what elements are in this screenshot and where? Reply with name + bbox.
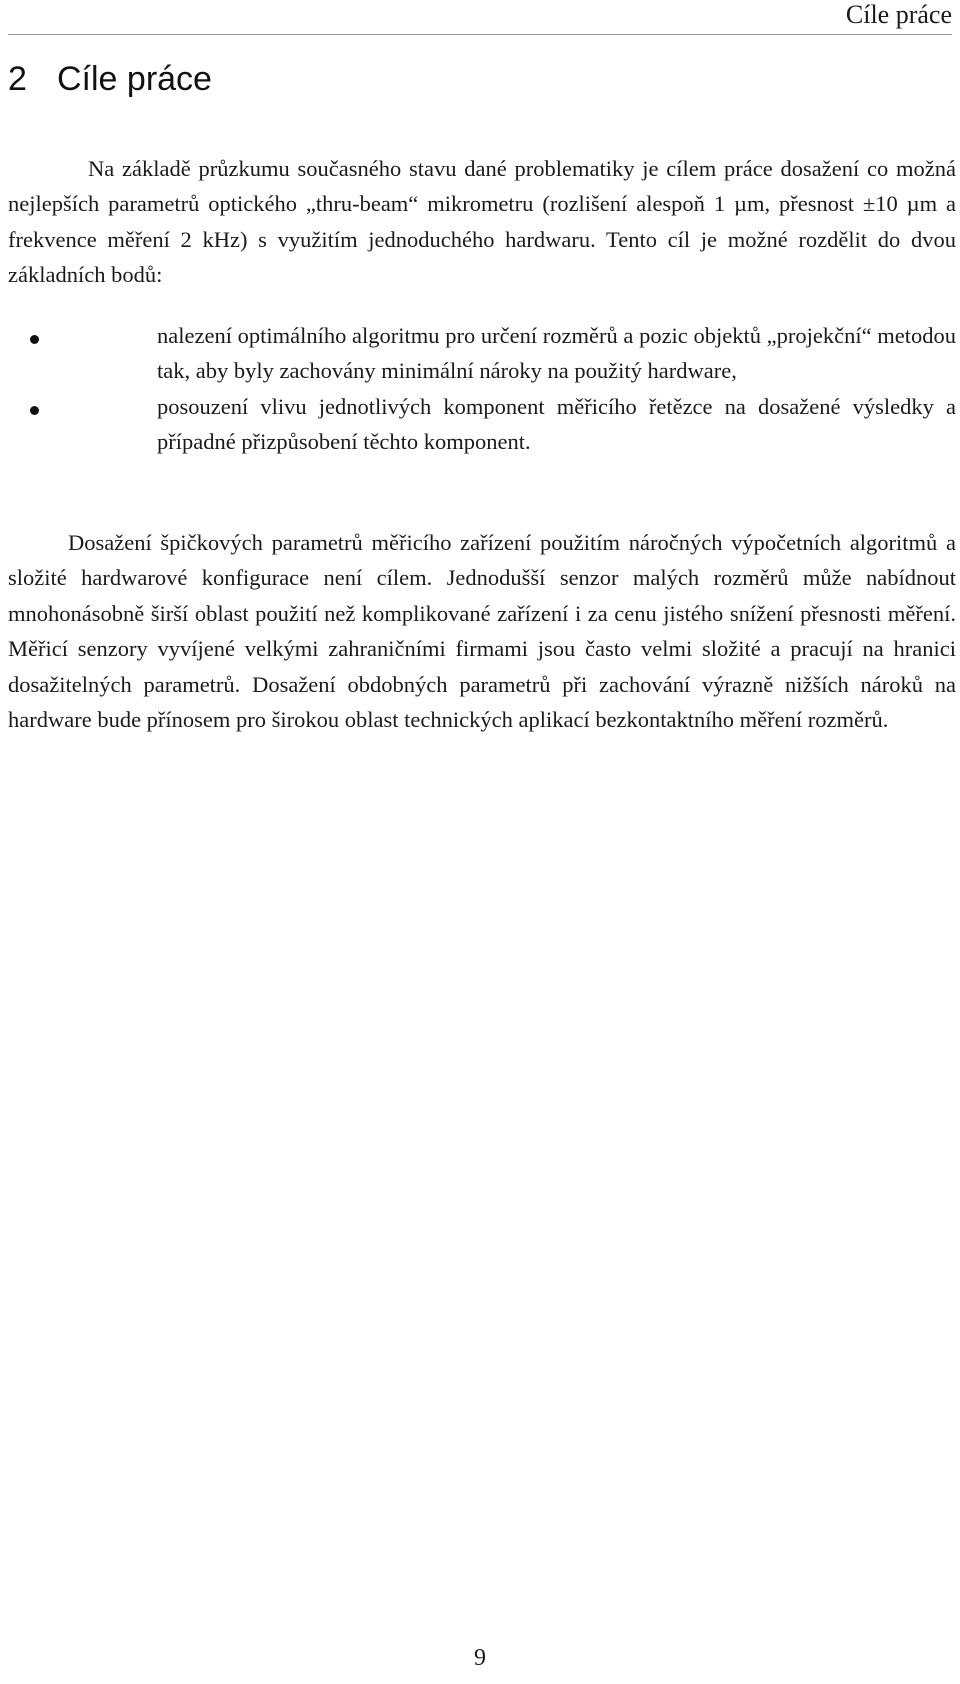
bullet-icon xyxy=(30,406,39,415)
chapter-title: Cíle práce xyxy=(57,60,212,98)
list-item-text: nalezení optimálního algoritmu pro určení rozměrů a pozic objektů „projekční“ metodou tak, aby byly zachovány minimální nároky na použitý hardware, xyxy=(157,323,956,384)
list-item-text: posouzení vlivu jednotlivých komponent měřicího řetězce na dosažené výsledky a případné přizpůsobení těchto komponent. xyxy=(157,393,956,455)
chapter-number: 2 xyxy=(8,60,27,98)
running-header xyxy=(8,0,952,35)
page-number: 9 xyxy=(474,1645,486,1671)
intro-paragraph: Na základě průzkumu současného stavu dané problematiky je cílem práce dosažení co možná nejlepších parametrů optického „thru-beam“ mikrometru (rozlišení alespoň 1 µm, přesnost ±10 µm a frekvence měření 2 kHz) s využitím jednoduchého hardwaru. Tento cíl je možné rozdělit do dvou základních bodů: xyxy=(8,156,956,288)
chapter-heading xyxy=(8,57,212,101)
closing-paragraph: Dosažení špičkových parametrů měřicího zařízení použitím náročných výpočetních algoritmů a složité hardwarové konfigurace není cílem. Jednodušší senzor malých rozměrů může nabídnout mnohonásobně širší oblast použití než komplikované zařízení i za cenu jistého snížení přesnosti měření. Měřicí senzory vyvíjené velkými zahraničními firmami jsou často velmi složité a pracují na hranici dosažitelných parametrů. Dosažení obdobných parametrů při zachování výrazně nižších nároků na hardware bude přínosem pro širokou oblast technických aplikací bezkontaktního měření rozměrů. xyxy=(8,530,956,733)
list-item xyxy=(8,389,956,460)
goals-list xyxy=(8,318,956,460)
bullet-icon xyxy=(30,335,39,344)
list-item xyxy=(8,318,956,389)
running-header-title: Cíle práce xyxy=(845,0,952,29)
